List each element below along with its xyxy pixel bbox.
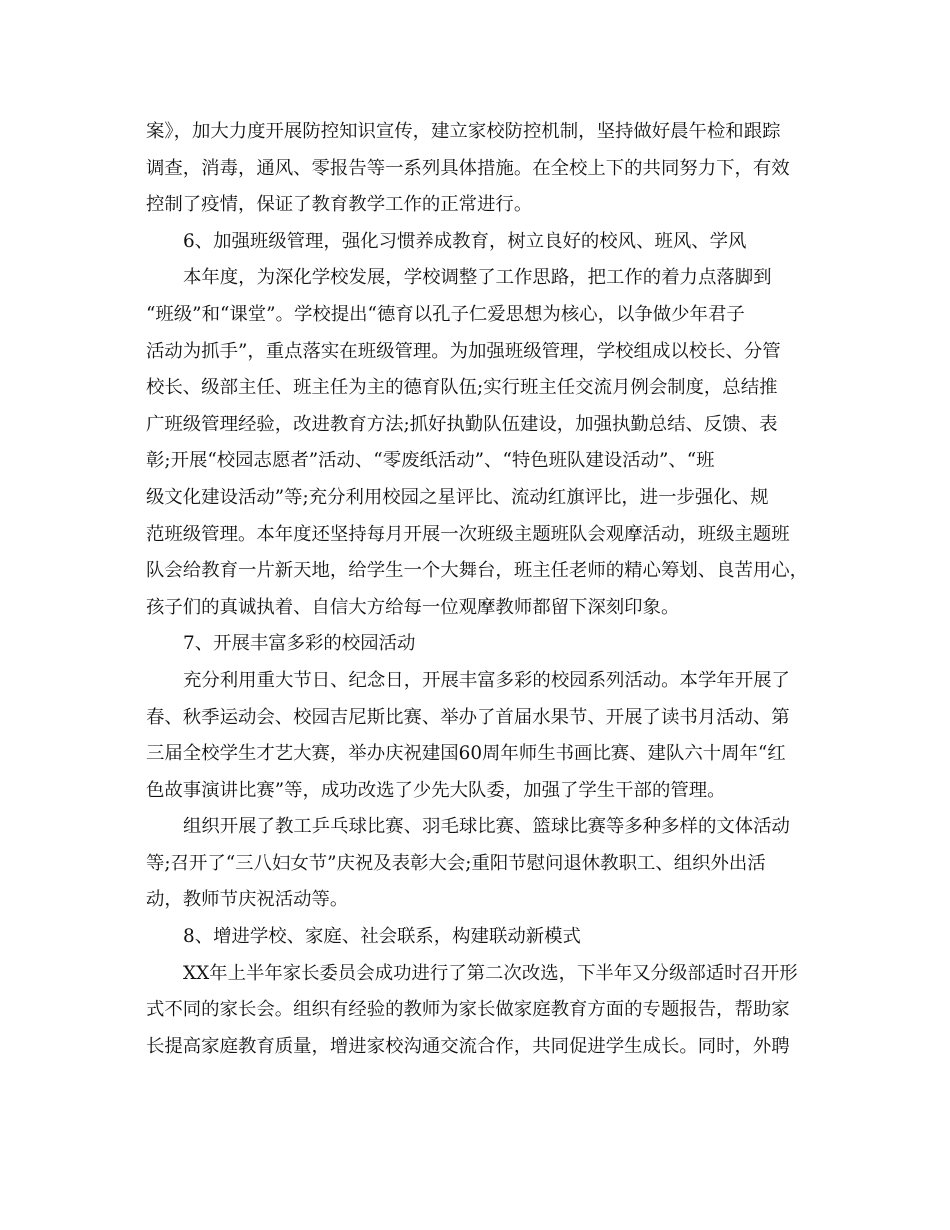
document-text-line: 广班级管理经验，改进教育方法;抓好执勤队伍建设，加强执勤总结、反馈、表 (146, 413, 778, 435)
document-text-line: 案》，加大力度开展防控知识宣传，建立家校防控机制，坚持做好晨午检和跟踪 (146, 121, 781, 142)
document-text-line: 8、增进学校、家庭、社会联系，构建联动新模式 (183, 926, 581, 948)
document-text-line: XX年上半年家长委员会成功进行了第二次改选，下半年又分级部适时召开形 (183, 962, 798, 984)
document-text-line: 春、秋季运动会、校园吉尼斯比赛、举办了首届水果节、开展了读书月活动、第 (146, 706, 790, 728)
document-text-line: 范班级管理。本年度还坚持每月开展一次班级主题班队会观摩活动，班级主题班 (146, 523, 790, 545)
document-text-line: 6、加强班级管理，强化习惯养成教育，树立良好的校风、班风、学风 (183, 230, 747, 252)
document-text-line: 等;召开了“三八妇女节”庆祝及表彰大会;重阳节慰问退休教职工、组织外出活 (146, 852, 766, 874)
document-text-line: 控制了疫情，保证了教育教学工作的正常进行。 (146, 194, 533, 216)
document-text-line: 本年度，为深化学校发展，学校调整了工作思路，把工作的着力点落脚到 (183, 267, 772, 289)
document-text-line: 彰;开展“校园志愿者”活动、“零废纸活动”、“特色班队建设活动”、“班 (146, 450, 715, 472)
document-text-line: 式不同的家长会。组织有经验的教师为家长做家庭教育方面的专题报告，帮助家 (146, 999, 790, 1021)
document-text-line: 组织开展了教工乒乓球比赛、羽毛球比赛、篮球比赛等多种多样的文体活动 (183, 816, 790, 838)
document-text-line: 级文化建设活动”等;充分利用校园之星评比、流动红旗评比，进一步强化、规 (146, 486, 769, 508)
document-text-line: 孩子们的真诚执着、自信大方给每一位观摩教师都留下深刻印象。 (146, 596, 680, 618)
document-text-line: 校长、级部主任、班主任为主的德育队伍;实行班主任交流月例会制度，总结推 (146, 377, 778, 399)
document-text-line: 队会给教育一片新天地，给学生一个大舞台，班主任老师的精心筹划、良苦用心， (146, 560, 809, 582)
document-text-line: 充分利用重大节日、纪念日，开展丰富多彩的校园系列活动。本学年开展了 (183, 669, 790, 691)
document-text-line: 7、开展丰富多彩的校园活动 (183, 633, 416, 655)
document-text-line: 长提高家庭教育质量，增进家校沟通交流合作，共同促进学生成长。同时，外聘 (146, 1035, 790, 1057)
document-text-line: 色故事演讲比赛”等，成功改选了少先大队委，加强了学生干部的管理。 (146, 779, 726, 801)
document-text-line: 动，教师节庆祝活动等。 (146, 889, 349, 911)
document-text-line: 活动为抓手”，重点落实在班级管理。为加强班级管理，学校组成以校长、分管 (146, 340, 781, 362)
document-text-line: 调查，消毒，通风、零报告等一系列具体措施。在全校上下的共同努力下，有效 (146, 157, 790, 179)
document-body (146, 114, 812, 1065)
document-text-line: 三届全校学生才艺大赛，举办庆祝建国60周年师生书画比赛、建队六十周年“红 (146, 743, 786, 765)
document-text-line: “班级”和“课堂”。学校提出“德育以孔子仁爱思想为核心，以争做少年君子 (146, 303, 745, 325)
